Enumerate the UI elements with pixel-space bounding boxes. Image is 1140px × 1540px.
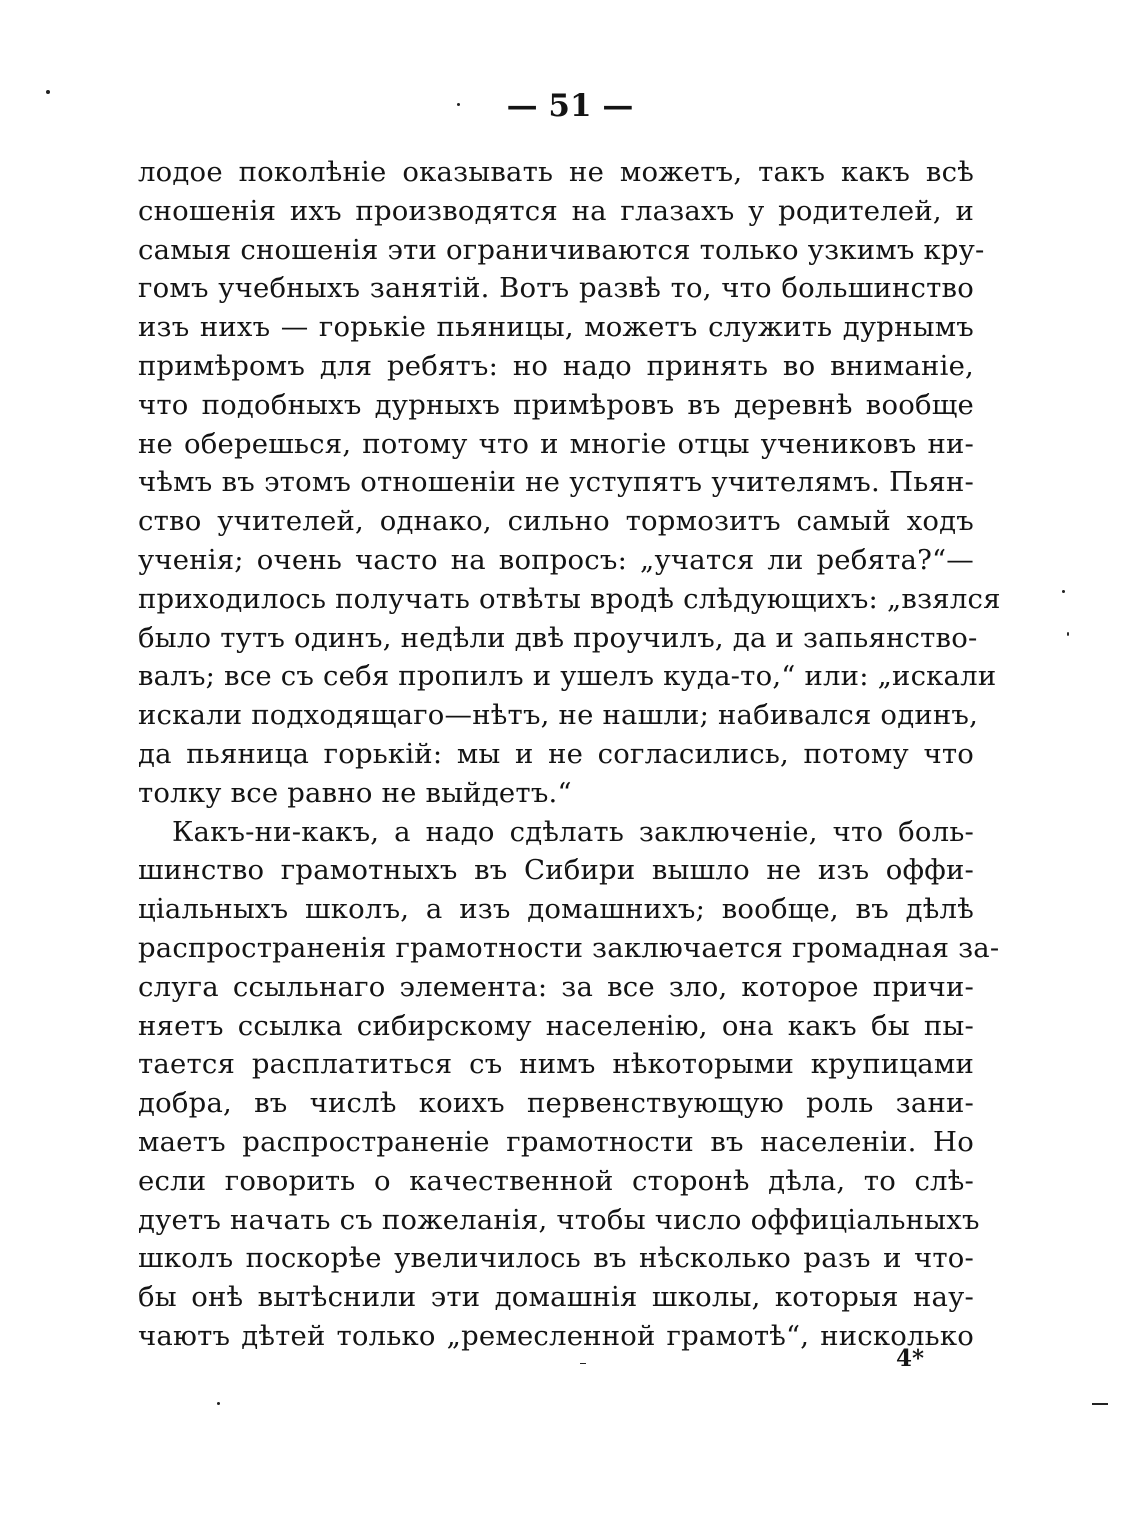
text-line: тается расплатиться съ нимъ нѣкоторыми крупицами (138, 1048, 974, 1081)
text-line: чѣмъ въ этомъ отношеніи не уступятъ учителямъ. Пьян- (138, 466, 974, 499)
paragraph-start-line: Какъ-ни-какъ, а надо сдѣлать заключеніе, что боль- (172, 815, 974, 848)
body-text (138, 153, 1001, 1356)
text-line: сношенія ихъ производятся на глазахъ у родителей, и (138, 194, 974, 227)
scan-mark (1092, 1403, 1108, 1405)
text-line: школъ поскорѣе увеличилось въ нѣсколько разъ и что- (138, 1242, 974, 1275)
text-line: изъ нихъ — горькіе пьяницы, можетъ служить дурнымъ (138, 311, 974, 344)
text-line: гомъ учебныхъ занятій. Вотъ развѣ то, что большинство (138, 272, 974, 305)
text-line: маетъ распространеніе грамотности въ населеніи. Но (138, 1125, 974, 1158)
text-line: самыя сношенія эти ограничиваются только узкимъ кру- (138, 233, 985, 266)
text-line: ученія; очень часто на вопросъ: „учатся ли ребята?“— (138, 543, 974, 576)
scan-speck (217, 1402, 220, 1405)
text-line: ство учителей, однако, сильно тормозитъ самый ходъ (138, 505, 974, 538)
text-line: добра, въ числѣ коихъ первенствующую роль зани- (138, 1087, 974, 1120)
scan-speck (1067, 632, 1069, 636)
text-line: да пьяница горькій: мы и не согласились, потому что (138, 737, 974, 770)
text-line: слуга ссыльнаго элемента: за все зло, которое причи- (138, 970, 974, 1003)
scan-speck (1062, 590, 1065, 593)
scan-mark (580, 1363, 586, 1364)
paragraph-end-line: толку все равно не выйдетъ.“ (138, 776, 572, 809)
text-line: если говорить о качественной сторонѣ дѣла, то слѣ- (138, 1164, 974, 1197)
text-line: было тутъ одинъ, недѣли двѣ проучилъ, да и запьянство- (138, 621, 978, 654)
text-line: приходилось получать отвѣты вродѣ слѣдующихъ: „взялся (138, 582, 1001, 615)
text-line: бы онѣ вытѣснили эти домашнія школы, которыя нау- (138, 1281, 974, 1314)
text-line: валъ; все съ себя пропилъ и ушелъ куда-то,“ или: „искали (138, 660, 997, 693)
text-line: не оберешься, потому что и многіе отцы учениковъ ни- (138, 427, 974, 460)
text-line: дуетъ начать съ пожеланія, чтобы число оффиціальныхъ (138, 1203, 980, 1236)
text-line: что подобныхъ дурныхъ примѣровъ въ деревнѣ вообще (138, 388, 974, 421)
text-line: чаютъ дѣтей только „ремесленной грамотѣ“, нисколько (138, 1319, 974, 1352)
text-line: искали подходящаго—нѣтъ, не нашли; набивался одинъ, (138, 699, 979, 732)
page-number: — 51 — (506, 88, 634, 124)
text-line: лодое поколѣніе оказывать не можетъ, такъ какъ всѣ (138, 156, 974, 188)
text-line: распространенія грамотности заключается громадная за- (138, 931, 1000, 964)
text-line: няетъ ссылка сибирскому населенію, она какъ бы пы- (138, 1009, 974, 1042)
text-line: примѣромъ для ребятъ: но надо принять во вниманіе, (138, 349, 974, 382)
signature-mark: 4* (896, 1345, 925, 1372)
text-line: шинство грамотныхъ въ Сибири вышло не изъ оффи- (138, 854, 974, 887)
text-line: ціальныхъ школъ, а изъ домашнихъ; вообще, въ дѣлѣ (138, 893, 974, 926)
